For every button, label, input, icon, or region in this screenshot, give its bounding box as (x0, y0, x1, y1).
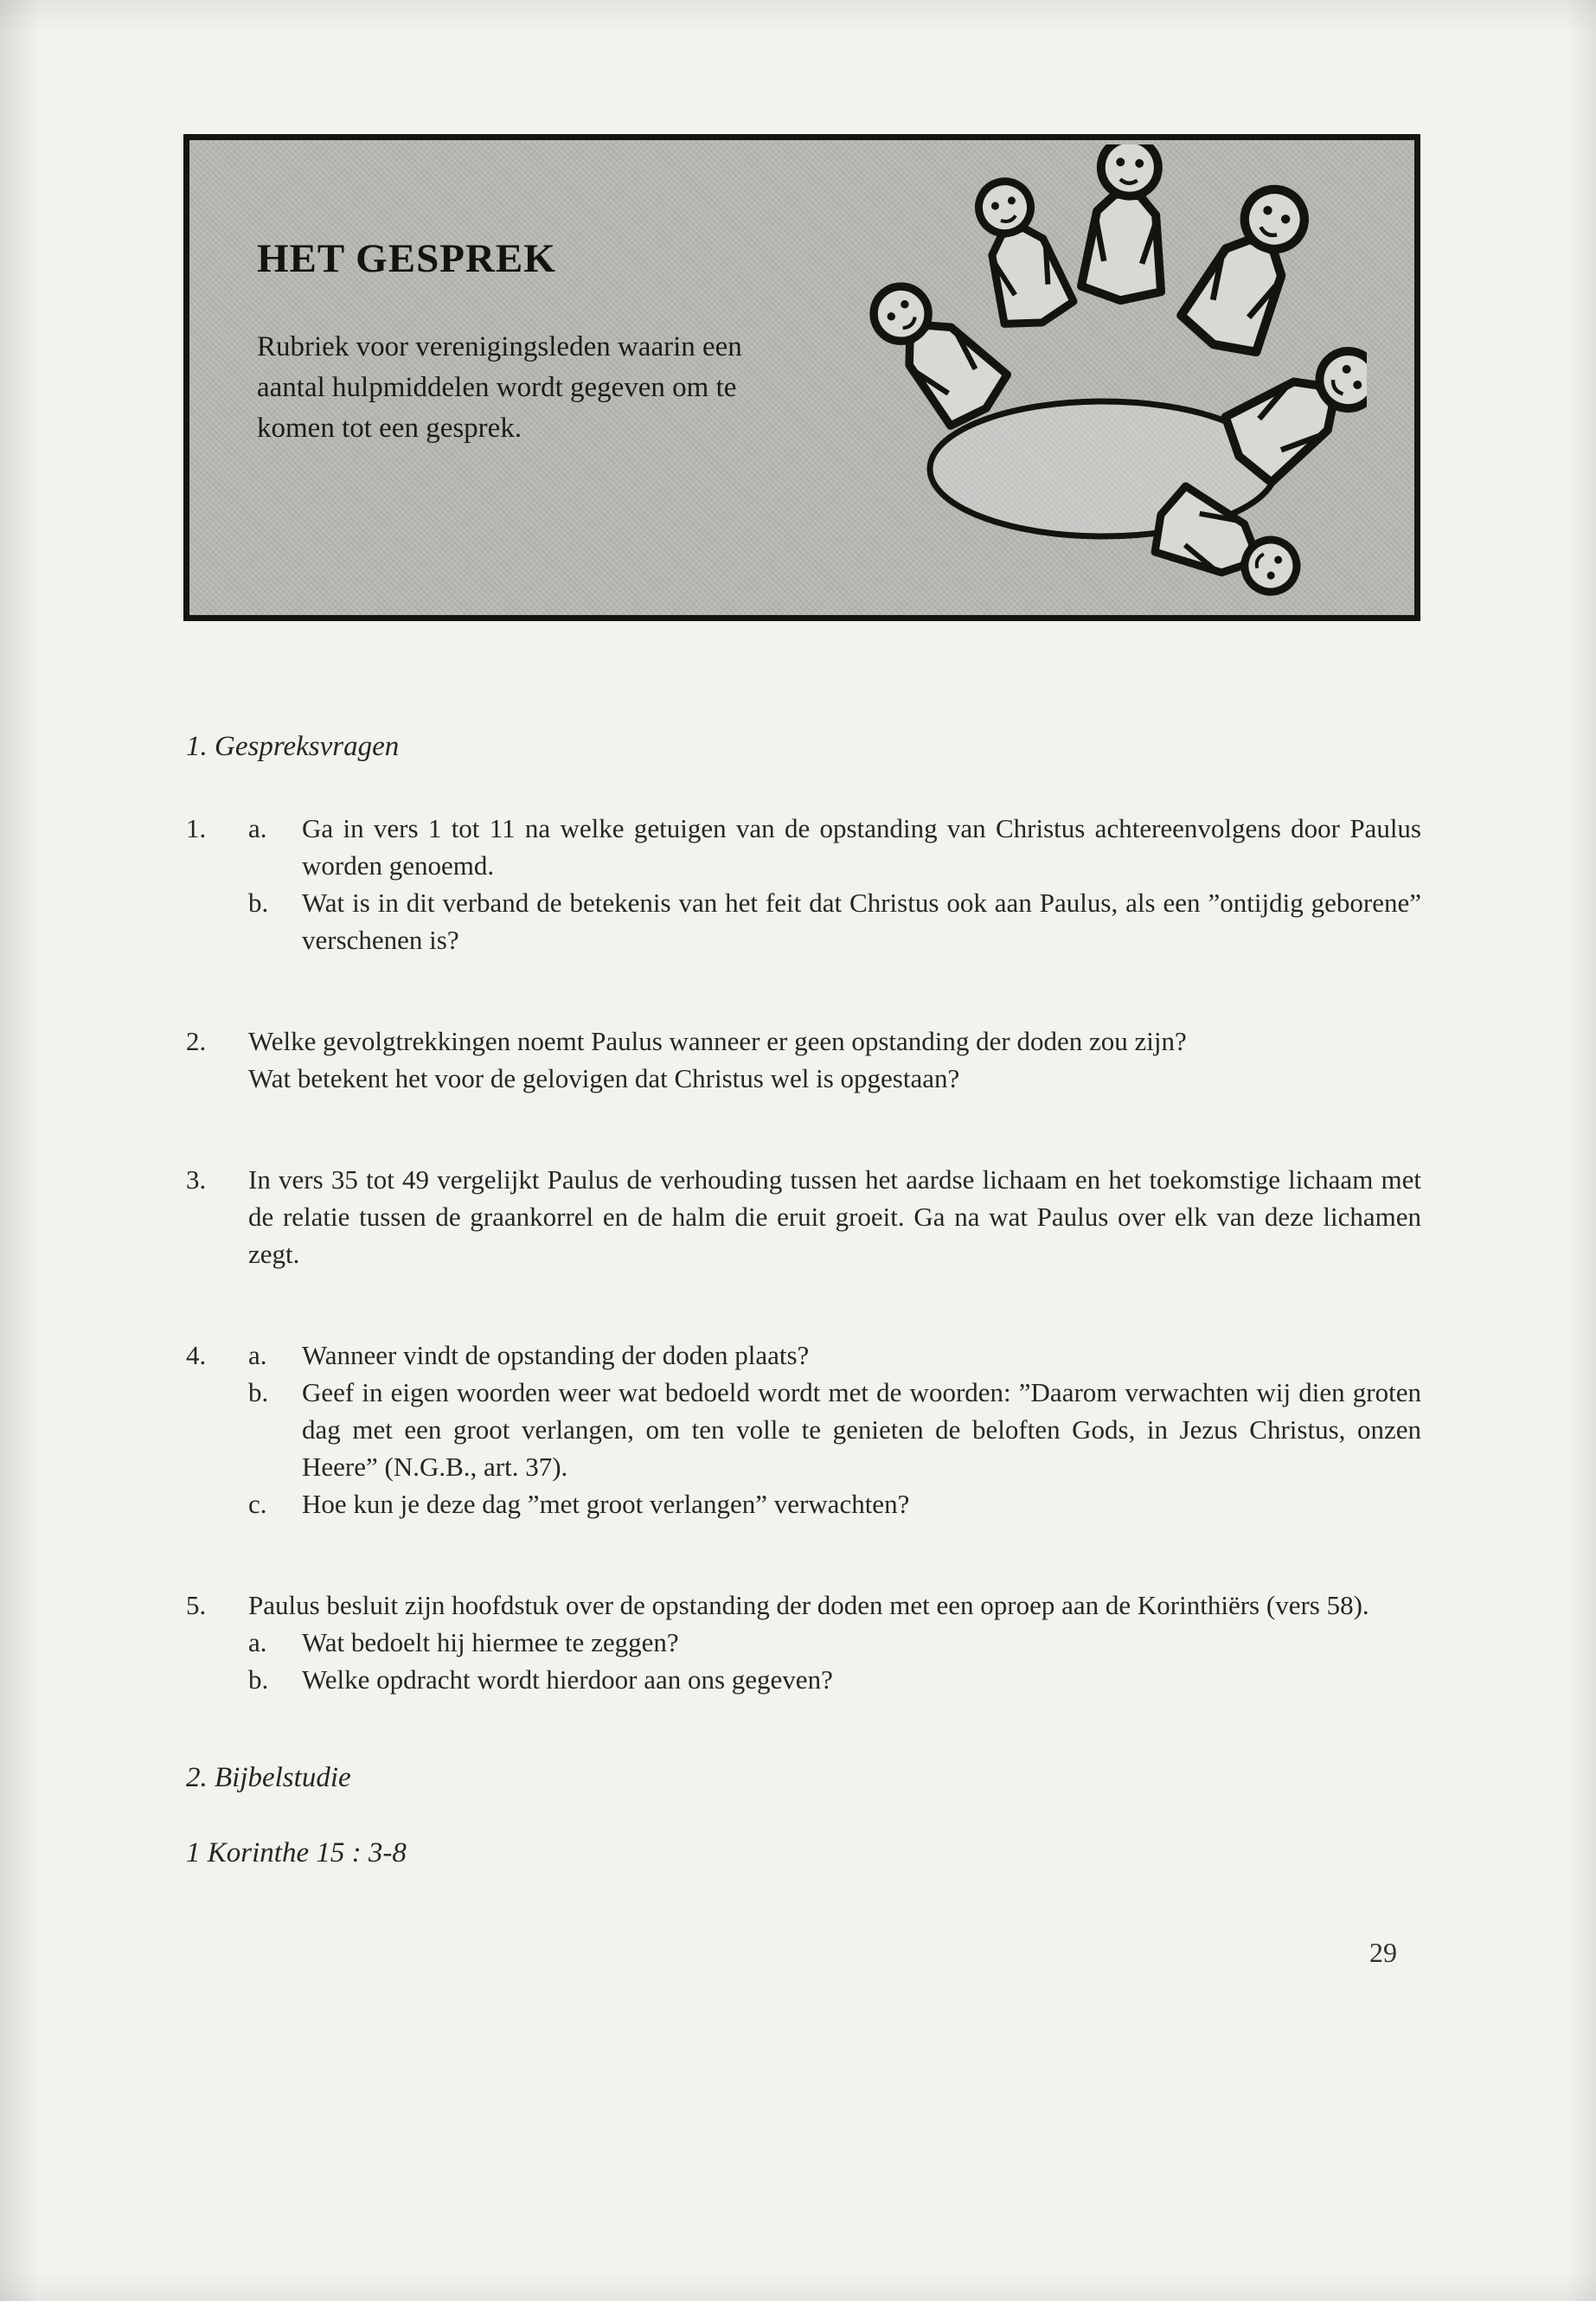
part-label: c. (248, 1489, 267, 1519)
part-text: Hoe kun je deze dag ”met groot verlangen” verwachten? (302, 1489, 910, 1519)
part-label: b. (248, 1664, 269, 1695)
part-label: a. (248, 1340, 267, 1370)
question-number: 3. (186, 1164, 207, 1195)
question-text: Welke gevolgtrekkingen noemt Paulus wanneer er geen opstanding der doden zou zijn? (248, 1026, 1187, 1056)
question-part (248, 1624, 1421, 1661)
part-label: b. (248, 888, 269, 918)
section-heading-gespreksvragen: 1. Gespreksvragen (186, 731, 400, 762)
part-text: Geef in eigen woorden weer wat bedoeld wordt met de woorden: ”Daarom verwachten wij dien groten dag met een groot verlangen, om ten volle te genieten de beloften Gods, in Jezus Christus, onzen Heere” (N.G.B., art. 37). (302, 1377, 1421, 1482)
question-body (248, 1336, 1421, 1522)
part-label: b. (248, 1377, 269, 1407)
question-body (248, 1022, 1421, 1097)
people-around-table-illustration (848, 144, 1367, 621)
part-text: Ga in vers 1 tot 11 na welke getuigen van de opstanding van Christus achtereenvolgens door Paulus worden genoemd. (302, 813, 1421, 881)
question-part (248, 1485, 1421, 1522)
header-box (183, 134, 1420, 621)
part-text: Welke opdracht wordt hierdoor aan ons gegeven? (302, 1664, 833, 1695)
section-heading-bijbelstudie: 2. Bijbelstudie (186, 1762, 351, 1793)
question-4 (186, 1336, 1421, 1522)
question-3 (186, 1161, 1421, 1272)
question-part (248, 1374, 1421, 1485)
question-body (248, 810, 1421, 958)
question-part (248, 1336, 1421, 1374)
part-text: Wat bedoelt hij hiermee te zeggen? (302, 1627, 679, 1657)
question-number: 5. (186, 1590, 207, 1620)
question-body (248, 1586, 1421, 1698)
header-title: HET GESPREK (257, 236, 556, 281)
question-number: 1. (186, 813, 207, 843)
question-part (248, 884, 1421, 958)
question-text: In vers 35 tot 49 vergelijkt Paulus de verhouding tussen het aardse lichaam en het toekomstige lichaam met de relatie tussen de graankorrel en de halm die eruit groeit. Ga na wat Paulus over elk van deze lichamen zegt. (248, 1164, 1421, 1269)
header-description: Rubriek voor verenigingsleden waarin een aantal hulpmiddelen wordt gegeven om te komen tot een gesprek. (257, 331, 742, 444)
header-text (257, 235, 811, 449)
question-number: 2. (186, 1026, 207, 1056)
part-text: Wanneer vindt de opstanding der doden plaats? (302, 1340, 810, 1370)
page-content (186, 731, 1421, 1969)
question-part (248, 1661, 1421, 1698)
question-2 (186, 1022, 1421, 1097)
question-number: 4. (186, 1340, 207, 1370)
question-text: Paulus besluit zijn hoofdstuk over de opstanding der doden met een oproep aan de Korinthiërs (vers 58). (248, 1590, 1369, 1620)
question-part (248, 810, 1421, 884)
part-label: a. (248, 813, 267, 843)
question-body (248, 1161, 1421, 1272)
question-text: Wat betekent het voor de gelovigen dat Christus wel is opgestaan? (248, 1063, 960, 1093)
part-label: a. (248, 1627, 267, 1657)
bible-reference: 1 Korinthe 15 : 3-8 (186, 1837, 407, 1868)
question-1 (186, 810, 1421, 958)
part-text: Wat is in dit verband de betekenis van het feit dat Christus ook aan Paulus, als een ”ontijdig geborene” verschenen is? (302, 888, 1421, 955)
page-number: 29 (1369, 1937, 1397, 1968)
question-5 (186, 1586, 1421, 1698)
